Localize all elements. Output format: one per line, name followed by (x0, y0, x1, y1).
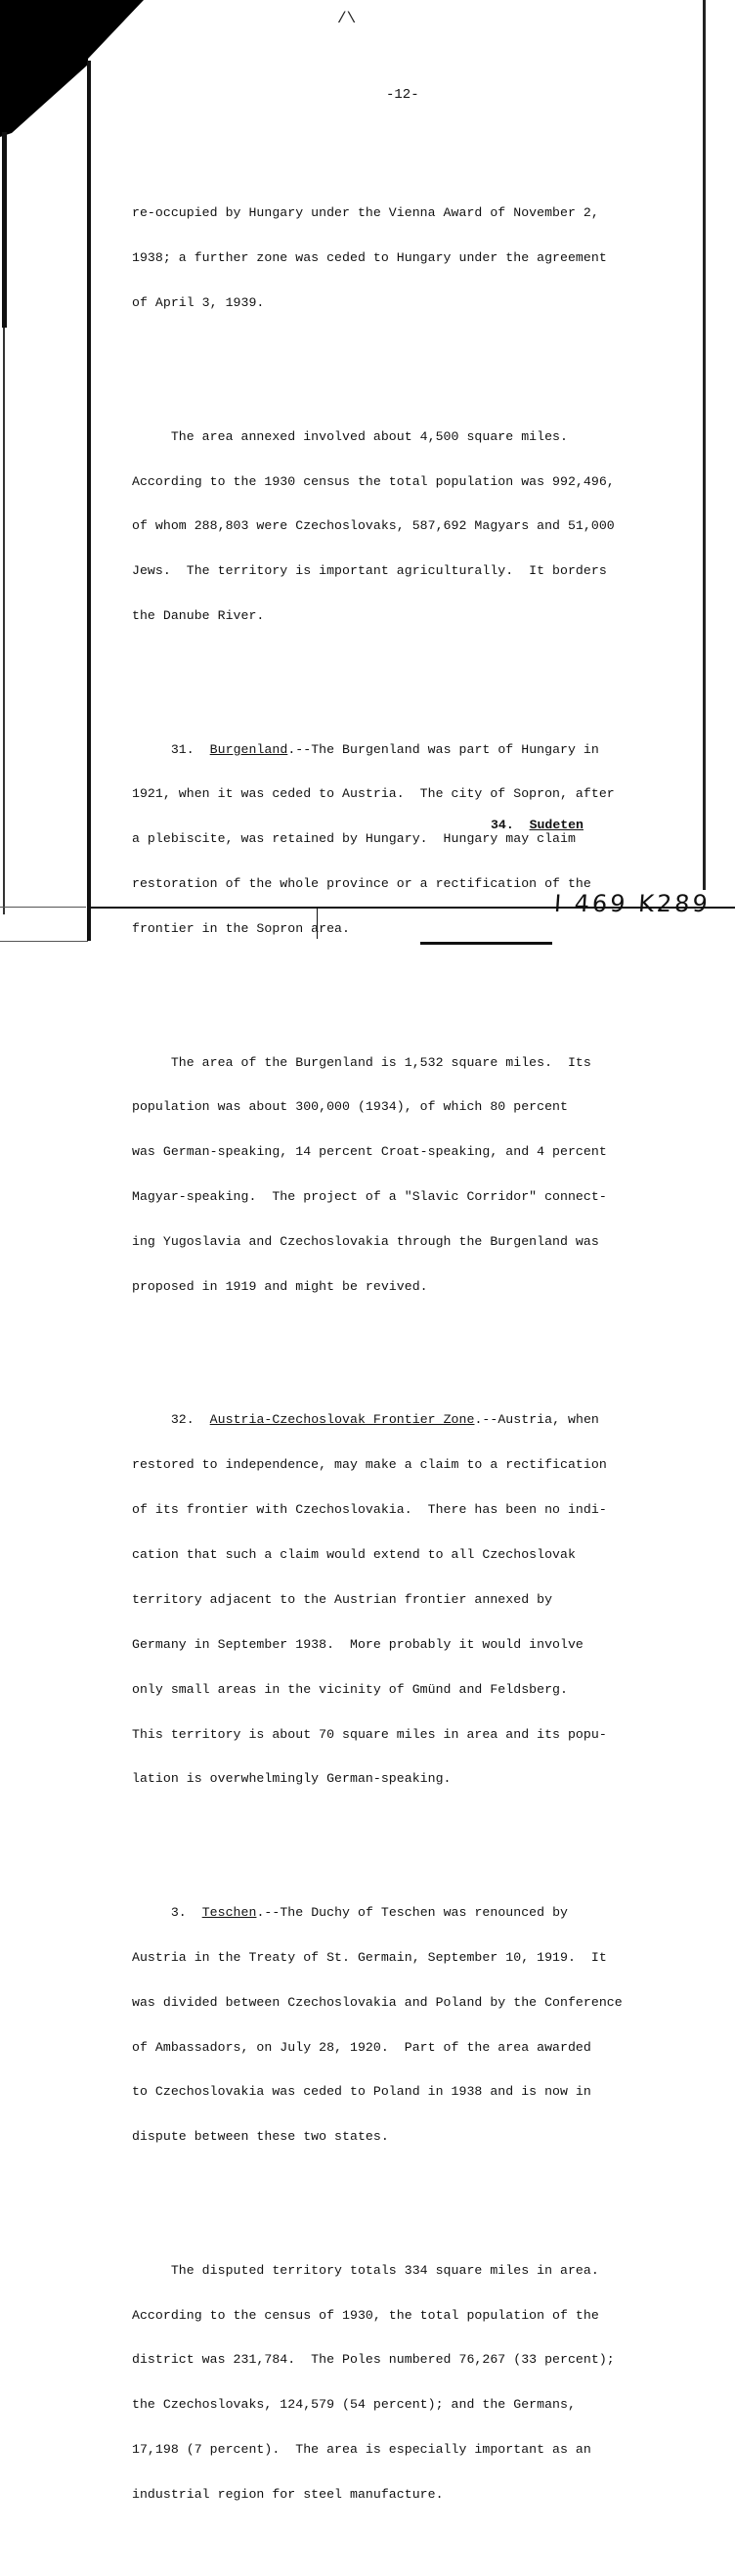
section-heading-line (132, 1412, 699, 1427)
text-line: The disputed territory totals 334 square miles in area. (132, 2262, 599, 2278)
section-number: 32. (170, 1412, 195, 1428)
scan-left-edge-strip-thin (3, 328, 5, 914)
text-line: Austria in the Treaty of St. Germain, September 10, 1919. It (132, 1949, 607, 1965)
text-line: was divided between Czechoslovakia and Poland by the Conference (132, 1994, 623, 2010)
section-heading-line (132, 742, 699, 757)
text-line: Germany in September 1938. More probably it would involve (132, 1636, 584, 1652)
paragraph-burgenland-area (132, 1025, 699, 1324)
next-section-catchword (491, 818, 584, 832)
page-left-edge-line (87, 61, 91, 941)
section-31-burgenland (132, 712, 699, 966)
page-number: -12- (386, 87, 419, 103)
section-heading: Austria-Czechoslovak Frontier Zone (209, 1412, 475, 1428)
paragraph-continuation (132, 176, 699, 340)
text-line: only small areas in the vicinity of Gmünd and Feldsberg. (132, 1681, 568, 1697)
text-line: a plebiscite, was retained by Hungary. Hungary may claim (132, 831, 576, 847)
next-section-heading: Sudeten (529, 818, 584, 832)
section-heading-line (132, 1905, 699, 1920)
text-line: re-occupied by Hungary under the Vienna Award of November 2, (132, 205, 599, 221)
section-lead: .--The Duchy of Teschen was renounced by (256, 1904, 569, 1920)
section-lead: .--Austria, when (474, 1412, 599, 1428)
page-right-edge-line (703, 0, 706, 890)
section-32-frontier-zone (132, 1383, 699, 1817)
text-line: of whom 288,803 were Czechoslovaks, 587,692 Magyars and 51,000 (132, 518, 615, 534)
text-line: lation is overwhelmingly German-speaking. (132, 1771, 452, 1787)
text-line: restoration of the whole province or a rectification of the (132, 876, 591, 892)
text-line: of April 3, 1939. (132, 295, 265, 311)
scan-left-edge-strip (2, 132, 7, 328)
text-line: ing Yugoslavia and Czechoslovakia through the Burgenland was (132, 1234, 599, 1250)
paragraph-area-annexed (132, 399, 699, 653)
text-line: the Czechoslovaks, 124,579 (54 percent); and the Germans, (132, 2397, 576, 2413)
text-line: This territory is about 70 square miles in area and its popu- (132, 1726, 607, 1742)
text-line: proposed in 1919 and might be revived. (132, 1278, 428, 1294)
text-line: to Czechoslovakia was ceded to Poland in 1938 and is now in (132, 2084, 591, 2100)
text-line: 1938; a further zone was ceded to Hungary under the agreement (132, 250, 607, 266)
document-body (132, 131, 699, 2576)
text-line: the Danube River. (132, 608, 265, 624)
text-line: According to the 1930 census the total population was 992,496, (132, 473, 615, 489)
text-line: industrial region for steel manufacture. (132, 2487, 444, 2503)
text-line: of Ambassadors, on July 28, 1920. Part of the area awarded (132, 2039, 591, 2055)
stray-pen-mark: /\ (337, 10, 357, 27)
text-line: frontier in the Sopron area. (132, 921, 350, 937)
text-line: district was 231,784. The Poles numbered 76,267 (33 percent); (132, 2352, 615, 2368)
text-line: Jews. The territory is important agriculturally. It borders (132, 563, 607, 579)
text-line: 1921, when it was ceded to Austria. The city of Sopron, after (132, 786, 615, 802)
next-section-number: 34. (491, 818, 514, 832)
section-number: 3. (170, 1904, 187, 1920)
section-lead: .--The Burgenland was part of Hungary in (287, 741, 599, 757)
text-line: dispute between these two states. (132, 2129, 389, 2145)
text-line: of its frontier with Czechoslovakia. There has been no indi- (132, 1502, 607, 1518)
text-line: According to the census of 1930, the total population of the (132, 2307, 599, 2323)
text-line: restored to independence, may make a claim to a rectification (132, 1457, 607, 1473)
text-line: The area of the Burgenland is 1,532 square miles. Its (132, 1054, 591, 1070)
paragraph-teschen-area (132, 2233, 699, 2532)
scan-bottom-line-lower (0, 941, 88, 942)
section-33-teschen (132, 1875, 699, 2174)
text-line: Magyar-speaking. The project of a "Slavic Corridor" connect- (132, 1189, 607, 1205)
text-line: was German-speaking, 14 percent Croat-speaking, and 4 percent (132, 1144, 607, 1160)
text-line: The area annexed involved about 4,500 square miles. (132, 428, 568, 444)
section-heading: Teschen (201, 1904, 257, 1920)
scan-bottom-line-left (0, 907, 86, 908)
section-heading: Burgenland (209, 741, 288, 757)
handwritten-reference: I 469 K289 (553, 890, 712, 917)
text-line: 17,198 (7 percent). The area is especially important as an (132, 2442, 591, 2458)
text-line: population was about 300,000 (1934), of which 80 percent (132, 1099, 568, 1115)
text-line: territory adjacent to the Austrian frontier annexed by (132, 1591, 553, 1607)
section-number: 31. (170, 741, 195, 757)
text-line: cation that such a claim would extend to all Czechoslovak (132, 1547, 576, 1563)
